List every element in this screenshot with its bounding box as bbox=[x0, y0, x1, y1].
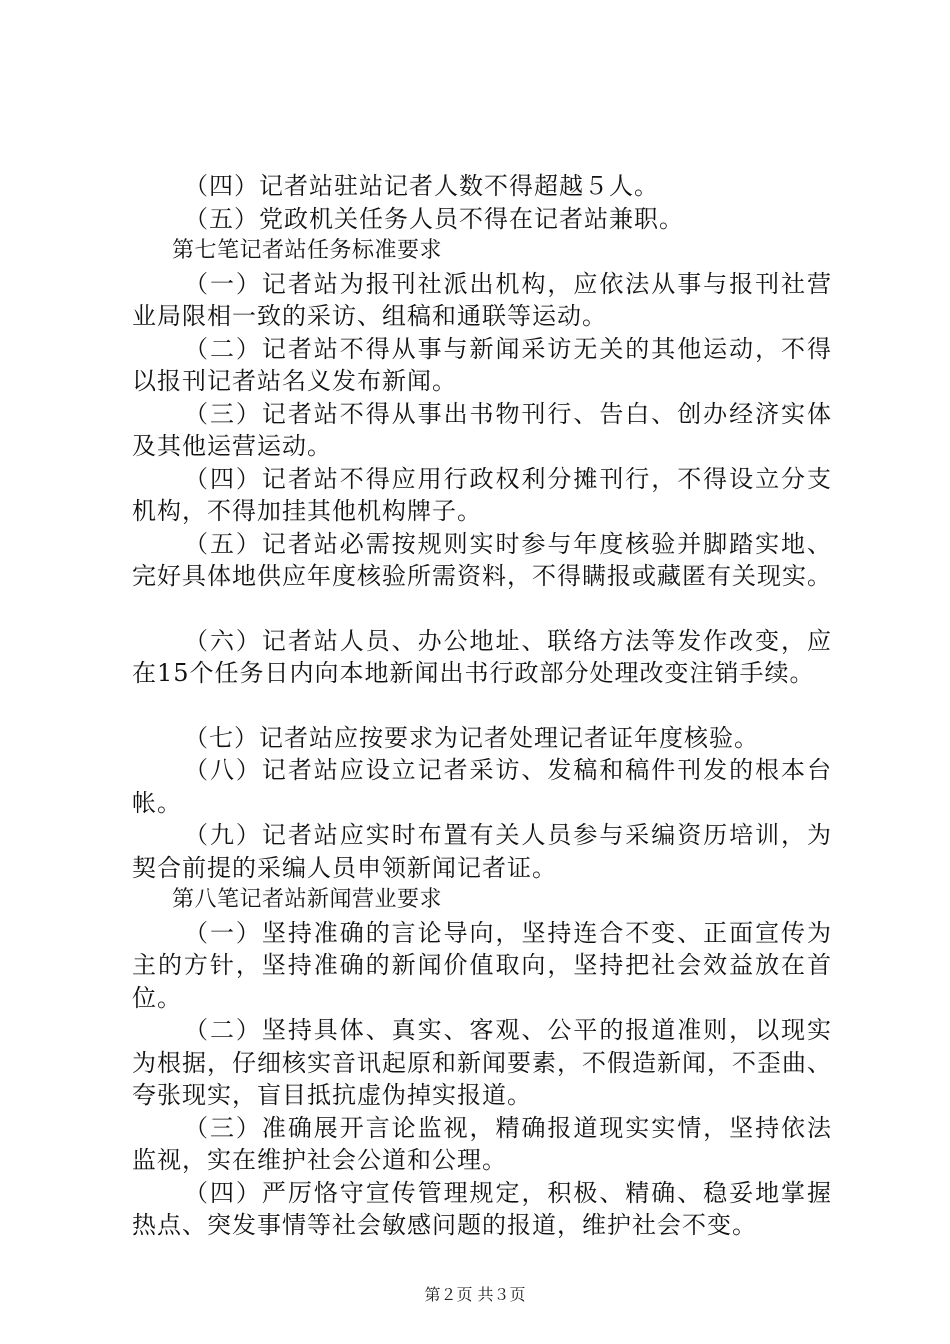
paragraph: （三）准确展开言论监视，精确报道现实实情，坚持依法监视，实在维护社会公道和公理。 bbox=[132, 1113, 832, 1174]
paragraph-spacer bbox=[132, 690, 832, 722]
paragraph: （七）记者站应按要求为记者处理记者证年度核验。 bbox=[184, 723, 759, 752]
paragraph-spacer bbox=[132, 593, 832, 625]
paragraph: （二）记者站不得从事与新闻采访无关的其他运动，不得以报刊记者站名义发布新闻。 bbox=[132, 334, 832, 395]
paragraph: （一）坚持准确的言论导向，坚持连合不变、正面宣传为主的方针，坚持准确的新闻价值取向，坚持把社会效益放在首位。 bbox=[132, 918, 832, 1012]
document-body bbox=[132, 170, 832, 1242]
paragraph: （五）记者站必需按规则实时参与年度核验并脚踏实地、完好具体地供应年度核验所需资料，不得瞒报或藏匿有关现实。 bbox=[132, 529, 832, 590]
section-heading-7: 第七笔记者站任务标准要求 bbox=[172, 238, 443, 263]
paragraph: （九）记者站应实时布置有关人员参与采编资历培训，为契合前提的采编人员申领新闻记者证。 bbox=[132, 821, 832, 882]
paragraph: （四）严厉恪守宣传管理规定，积极、精确、稳妥地掌握热点、突发事情等社会敏感问题的报道，维护社会不变。 bbox=[132, 1178, 832, 1239]
paragraph: （四）记者站驻站记者人数不得超越５人。 bbox=[184, 172, 659, 200]
paragraph: （五）党政机关任务人员不得在记者站兼职。 bbox=[184, 204, 684, 233]
section-heading-8: 第八笔记者站新闻营业要求 bbox=[172, 887, 443, 912]
paragraph: （三）记者站不得从事出书物刊行、告白、创办经济实体及其他运营运动。 bbox=[132, 399, 832, 460]
paragraph: （四）记者站不得应用行政权利分摊刊行，不得设立分支机构，不得加挂其他机构牌子。 bbox=[132, 464, 832, 525]
paragraph: （八）记者站应设立记者采访、发稿和稿件刊发的根本台帐。 bbox=[132, 756, 832, 817]
page-number-footer: 第２页 共３页 bbox=[424, 1285, 526, 1304]
paragraph: （一）记者站为报刊社派出机构，应依法从事与报刊社营业局限相一致的采访、组稿和通联等运动。 bbox=[132, 269, 832, 330]
paragraph: （六）记者站人员、办公地址、联络方法等发作改变，应在15个任务日内向本地新闻出书行政部分处理改变注销手续。 bbox=[132, 626, 832, 687]
paragraph: （二）坚持具体、真实、客观、公平的报道准则，以现实为根据，仔细核实音讯起原和新闻要素，不假造新闻，不歪曲、夸张现实，盲目抵抗虚伪掉实报道。 bbox=[132, 1016, 832, 1109]
